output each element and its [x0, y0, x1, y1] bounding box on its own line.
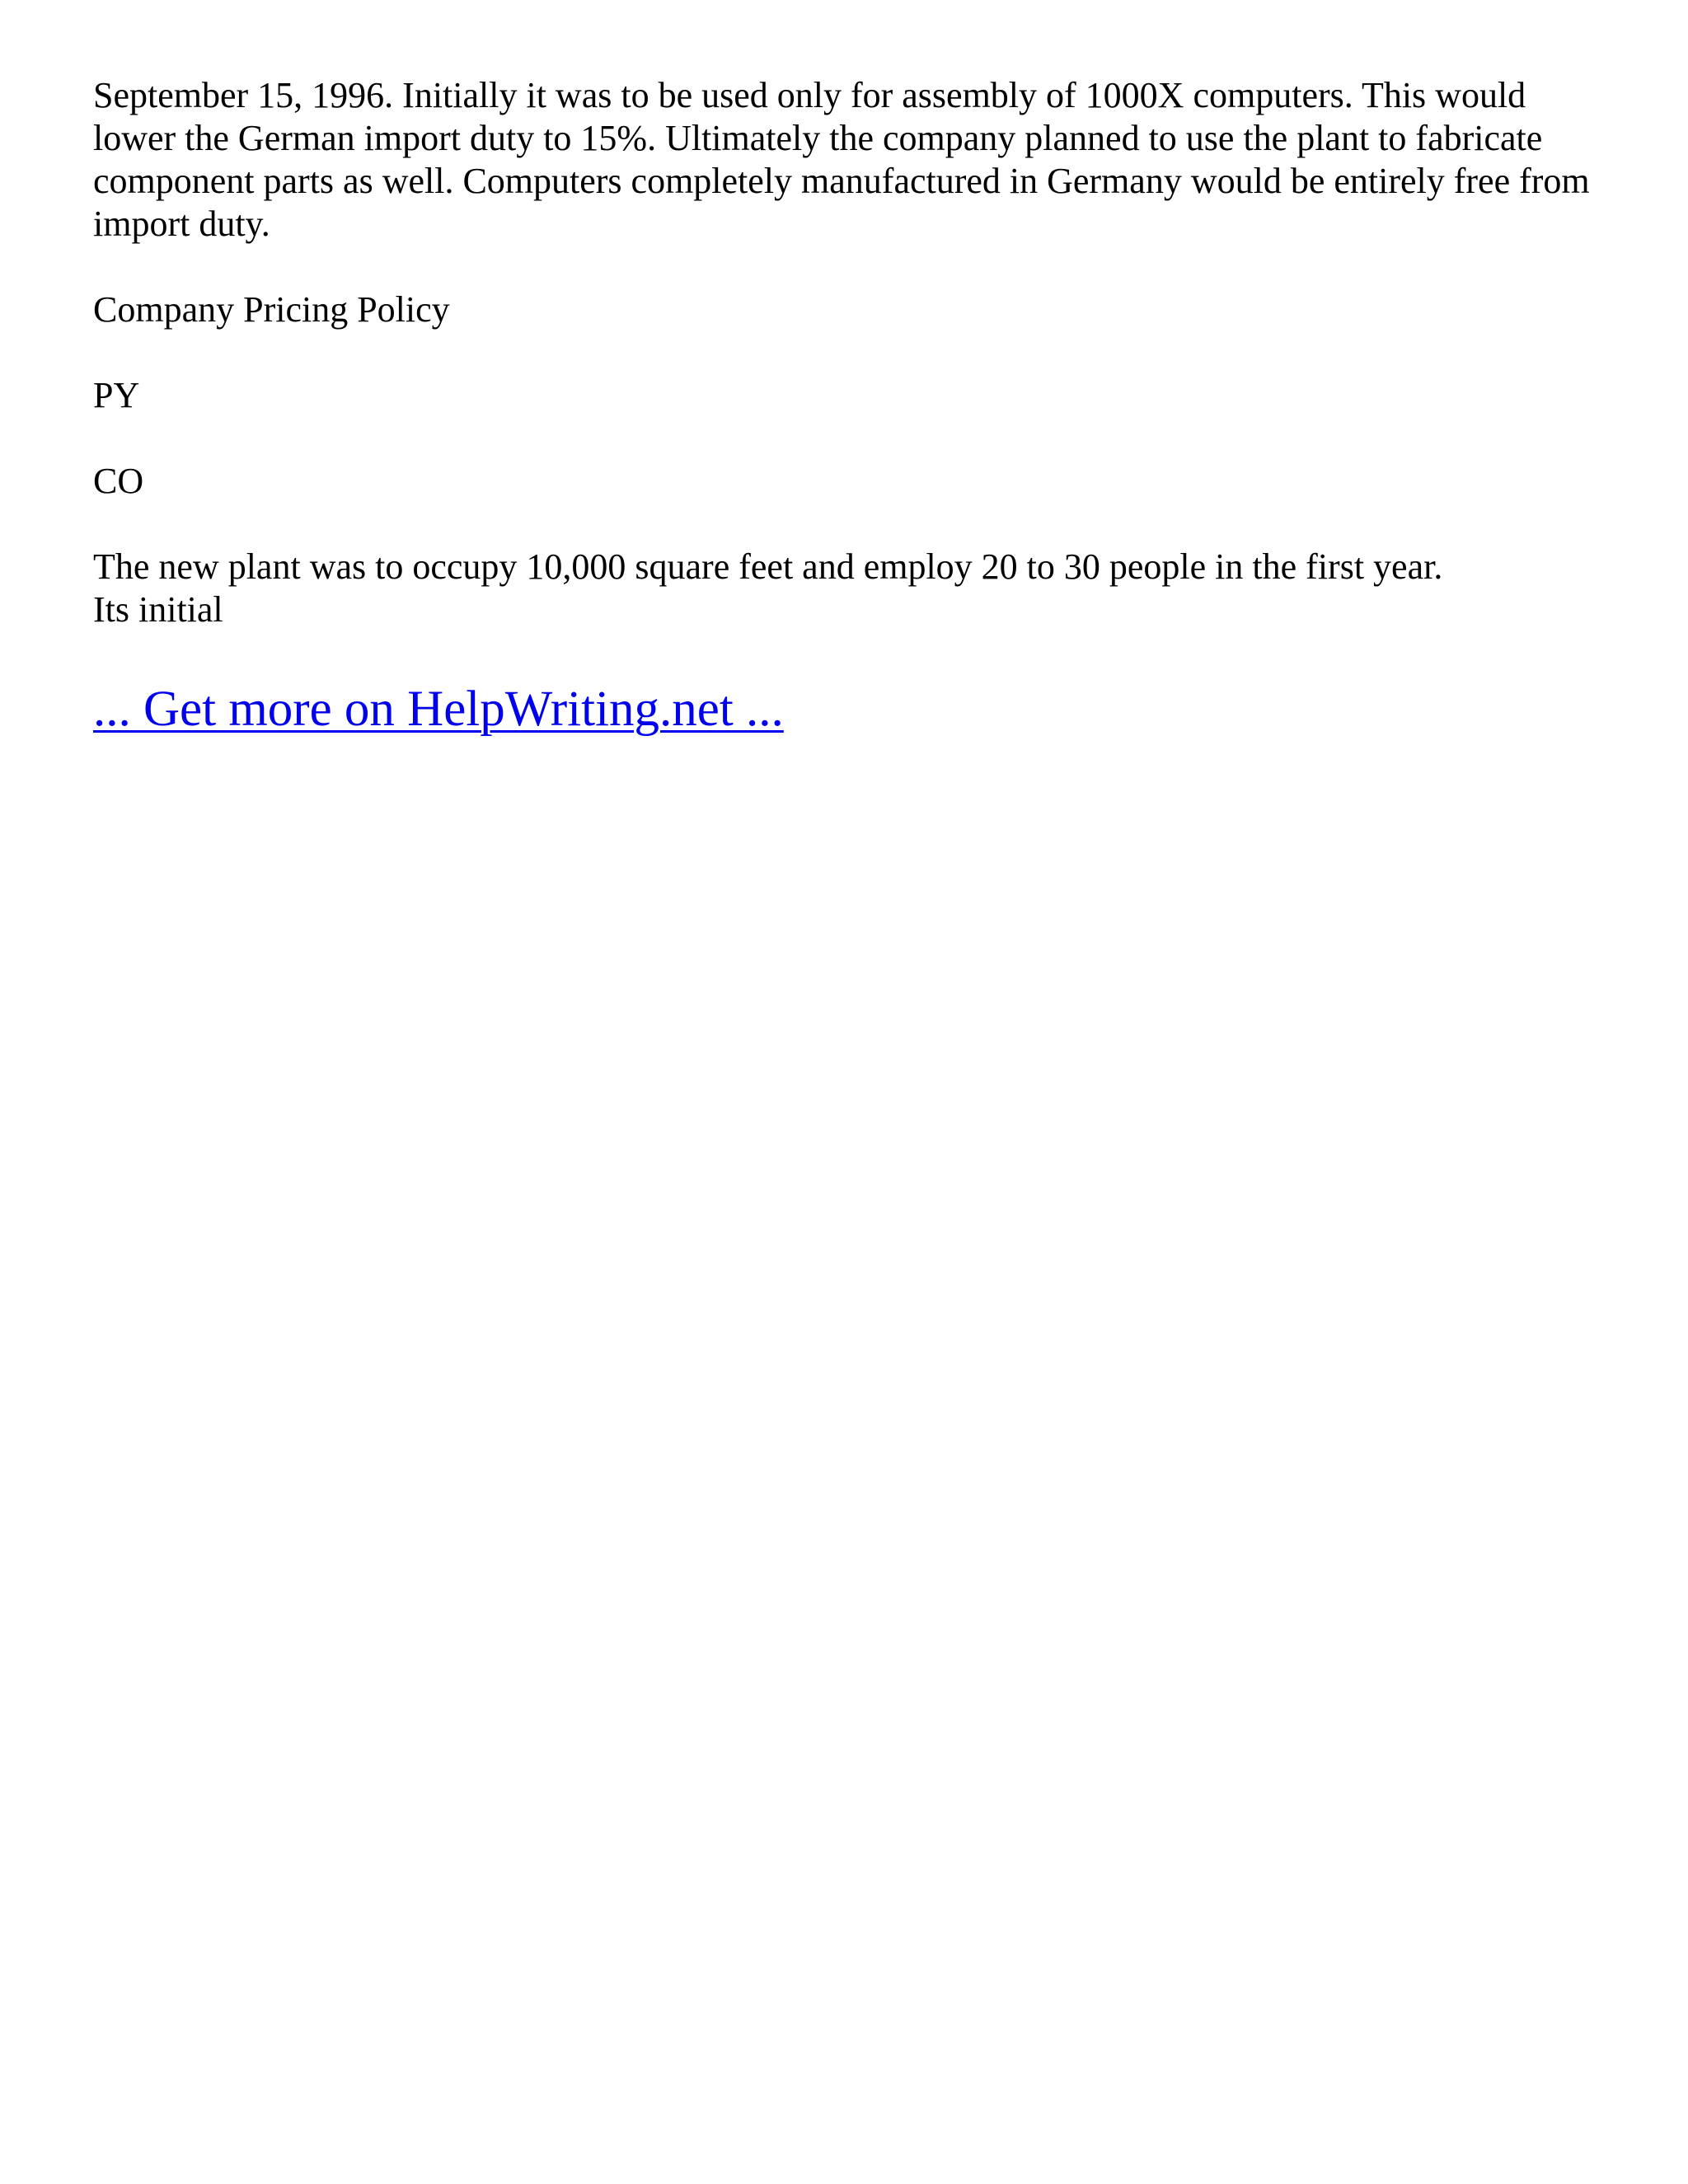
intro-paragraph: September 15, 1996. Initially it was to be used only for assembly of 1000X computers. This would lower the German import duty to 15%. Ultimately the company planned to use the plant to fabricate component parts as well. Computers completely manufactured in Germany would be entirely free from import duty. [93, 75, 1590, 244]
plant-paragraph-line-1: The new plant was to occupy 10,000 square feet and employ 20 to 30 people in the first year. [93, 546, 1443, 587]
text-fragment-py: PY [93, 375, 140, 415]
plant-paragraph [93, 546, 1601, 631]
plant-paragraph-line-2: Its initial [93, 589, 223, 630]
document-body [93, 74, 1601, 738]
get-more-link[interactable]: ... Get more on HelpWriting.net ... [93, 682, 784, 737]
section-heading-pricing: Company Pricing Policy [93, 289, 450, 330]
text-fragment-co: CO [93, 461, 144, 501]
